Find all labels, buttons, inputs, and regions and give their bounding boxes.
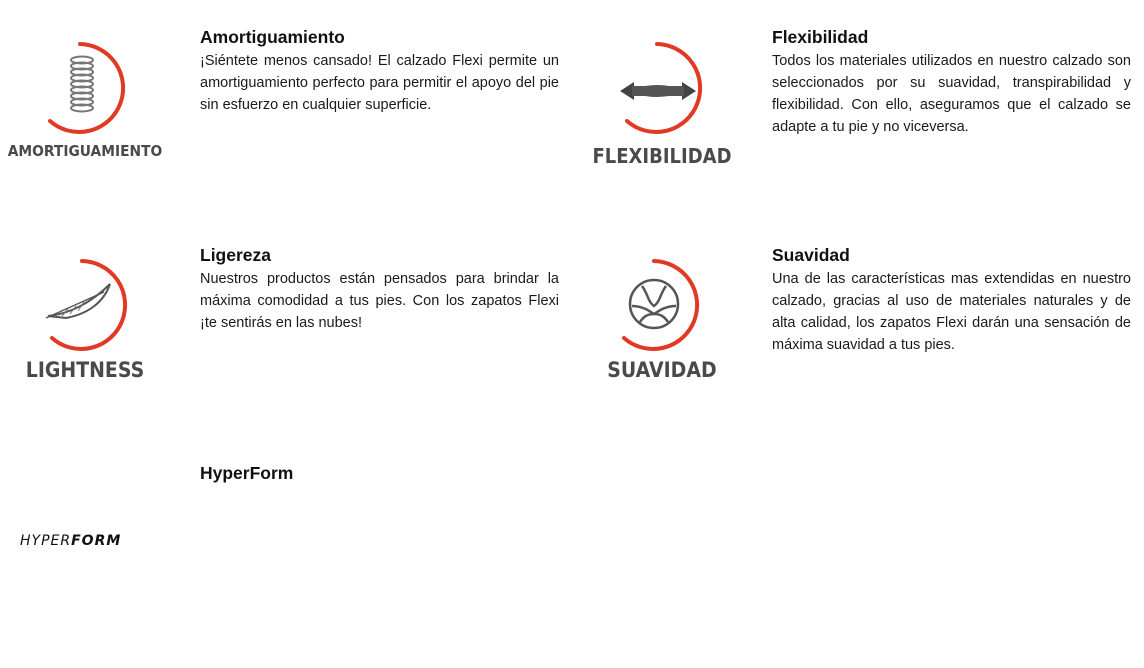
hyperform-logo [20, 533, 180, 549]
ligereza-badge [0, 254, 170, 394]
feature-title: HyperForm [200, 463, 294, 483]
feature-title: Flexibilidad [772, 27, 869, 47]
spring-icon [0, 30, 170, 150]
flex-arrow-icon [582, 36, 742, 146]
feather-icon [0, 254, 170, 364]
flexibilidad-badge [582, 36, 742, 176]
suavidad-badge [582, 254, 742, 394]
suavidad-icon-label: SUAVIDAD [607, 358, 717, 382]
flexibilidad-icon-label: FLEXIBILIDAD [592, 144, 732, 168]
lightness-icon-label: LIGHTNESS [25, 358, 145, 382]
feature-ligereza [0, 218, 570, 418]
feature-description: Nuestros productos están pensados para brindar la máxima comodidad a tus pies. Con los zapatos Flexi ¡te sentirás en las nubes! [200, 271, 559, 331]
feature-description: Todos los materiales utilizados en nuestro calzado son seleccionados por su suavidad, transpirabilidad y flexibilidad. Con ello, aseguramos que el calzado se adapte a tu pie y no viceversa. [772, 53, 1131, 135]
feature-flexibilidad [572, 0, 1144, 200]
feature-description: ¡Siéntete menos cansado! El calzado Flexi permite un amortiguamiento perfecto para permitir el apoyo del pie sin esfuerzo en cualquier superficie. [200, 53, 559, 113]
feature-title: Ligereza [200, 245, 271, 265]
feature-amortiguamiento [0, 0, 570, 200]
feature-title: Amortiguamiento [200, 27, 345, 47]
amortiguamiento-icon-label: AMORTIGUAMIENTO [7, 142, 163, 160]
hyperform-logo-bold: FORM [71, 533, 122, 549]
hyperform-logo-thin: HYPER [20, 533, 72, 549]
feature-description: Una de las características mas extendidas en nuestro calzado, gracias al uso de materiales naturales y de alta calidad, los zapatos Flexi darán una sensación de máxima suavidad a tus pies. [772, 271, 1131, 353]
amortiguamiento-badge [0, 30, 170, 170]
feature-suavidad [572, 218, 1144, 418]
feature-title: Suavidad [772, 245, 850, 265]
cotton-icon [582, 254, 742, 364]
